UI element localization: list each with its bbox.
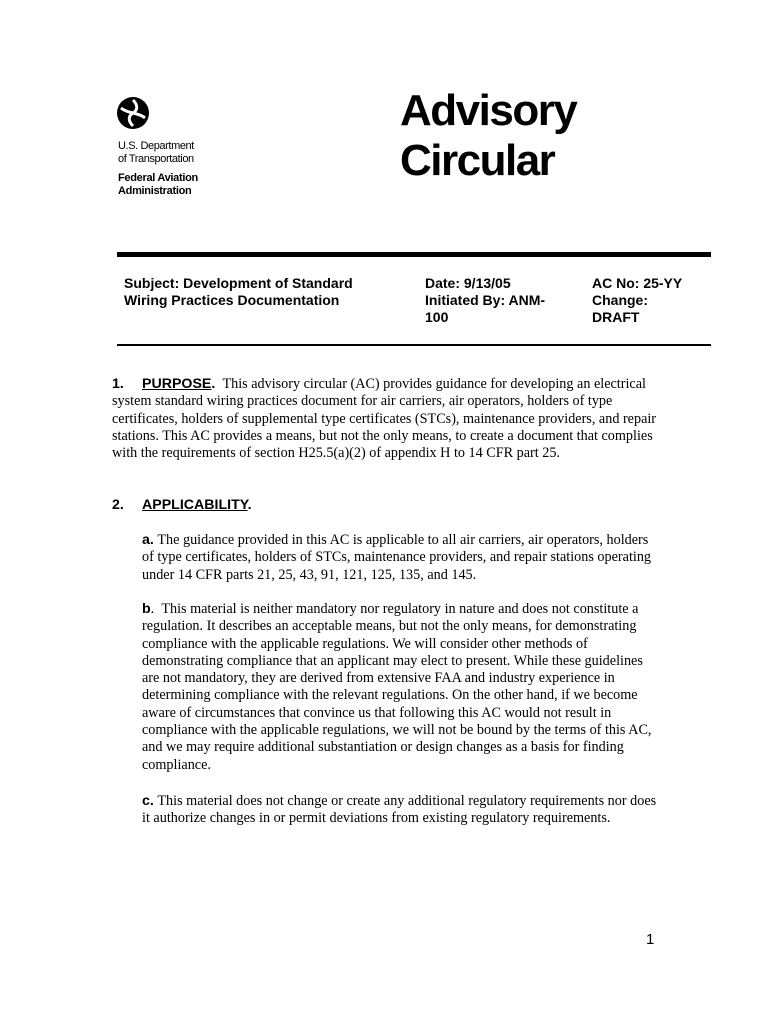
date-field: [425, 275, 565, 326]
header-rule-top: [117, 252, 711, 257]
paragraph-label: c.: [142, 793, 154, 809]
paragraph-label: a.: [142, 532, 154, 548]
dept-line-2: of Transportation: [118, 153, 194, 165]
section-heading-punct: .: [211, 376, 216, 392]
dot-logo-icon: [116, 96, 150, 130]
initiated-line-2: 100: [425, 309, 449, 325]
section-purpose: [112, 376, 660, 462]
title-line-1: Advisory: [400, 86, 577, 135]
paragraph-text: The guidance provided in this AC is applicable to all air carriers, air operators, holders of type certificates, holders of STCs, maintenance providers, and repair stations operating under 14 CFR parts 21, 25, 43, 91, 121, 125, 135, and 145.: [142, 532, 652, 583]
date-value: Date: 9/13/05: [425, 275, 511, 291]
header-rule-bottom: [117, 344, 711, 346]
subject-line-2: Wiring Practices Documentation: [124, 292, 340, 308]
section-text: This advisory circular (AC) provides guidance for developing an electrical system standard wiring practices document for air carriers, air operators, holders of type certificates, holders of supplemental type certificates (STCs), maintenance providers, and repair stations. This AC provides a means, but not the only means, to create a document that complies with the requirements of section H25.5(a)(2) of appendix H to 14 CFR part 25.: [112, 376, 657, 462]
title-line-2: Circular: [400, 136, 555, 185]
change-value: DRAFT: [592, 309, 640, 325]
page-number: 1: [646, 931, 655, 948]
section-heading: PURPOSE: [142, 376, 212, 392]
dept-line-1: U.S. Department: [118, 140, 194, 152]
paragraph-text: This material is neither mandatory nor regulatory in nature and does not constitute a regulation. It describes an acceptable means, but not the only means, for demonstrating compliance with the applicable regulations. We will consider other methods of demonstrating compliance that an applicant may elect to present. While these guidelines are not mandatory, they are derived from extensive FAA and industry experience in determining compliance with the relevant regulations. On the other hand, if we become aware of circumstances that convince us that following this AC would not result in compliance with the applicable regulations, we will not be bound by the terms of this AC, and we may require additional substantiation or design changes as a basis for finding compliance.: [142, 601, 652, 773]
subject-line-1: Subject: Development of Standard: [124, 275, 353, 291]
section-number: 1.: [112, 376, 124, 392]
paragraph-label: b: [142, 601, 151, 617]
section-number: 2.: [112, 497, 124, 513]
agency-block: [118, 140, 198, 198]
initiated-line-1: Initiated By: ANM-: [425, 292, 546, 308]
ac-number: AC No: 25-YY: [592, 275, 683, 291]
document-title: [400, 86, 576, 186]
paragraph-a: [142, 532, 660, 584]
paragraph-c: [142, 793, 660, 828]
section-applicability-heading: [112, 497, 660, 514]
faa-line-1: Federal Aviation: [118, 172, 198, 184]
subject-field: [124, 275, 404, 309]
change-label: Change:: [592, 292, 648, 308]
faa-line-2: Administration: [118, 185, 192, 197]
ac-number-field: [592, 275, 707, 326]
paragraph-text: This material does not change or create any additional regulatory requirements nor does it authorize changes in or permit deviations from existing regulatory requirements.: [142, 793, 657, 827]
section-heading-punct: .: [247, 497, 252, 513]
section-heading: APPLICABILITY: [142, 497, 248, 513]
paragraph-label-punct: .: [150, 601, 155, 617]
paragraph-b: [142, 601, 660, 774]
